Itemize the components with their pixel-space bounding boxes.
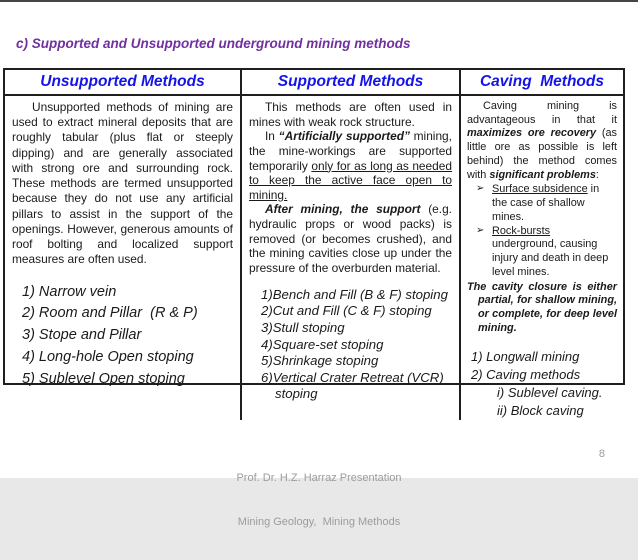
column-header-supported: Supported Methods [242,70,461,94]
page-title: c) Supported and Unsupported underground mining methods [16,36,411,51]
footer-author-line: Prof. Dr. H.Z. Harraz Presentation [236,471,402,484]
table-header-row [5,70,623,96]
caving-problems-list [467,183,617,279]
supported-description-3: After mining, the support (e.g. hydraulic props or wood packs) is removed (or becomes crushed), and the mining cavities close up under the pressure of the overburden material. [249,202,452,276]
caving-description: Caving mining is advantageous in that it maximizes ore recovery (as little ore as possible is left behind) the method comes with significant problems: [467,100,617,181]
supported-description-2: In “Artificially supported” mining, the mine-workings are supported temporarily only for as long as needed to keep the active face open to mining. [249,129,453,202]
bullet-item [467,225,617,280]
footer [0,441,638,560]
list-item: 3)Stull stoping [261,319,345,335]
unsupported-methods-cell [5,96,242,420]
list-item: 6)Vertical Crater Retreat (VCR) stoping [261,369,448,402]
list-item: 1)Bench and Fill (B & F) stoping [261,286,448,302]
supported-methods-list [261,287,452,403]
bullet-text: Rock-bursts underground, causing injury and death in deep level mines. [492,224,609,278]
arrow-bullet-icon: ➢ [476,224,485,236]
list-item: 5)Shrinkage stoping [261,353,379,369]
supported-description-1: This methods are often used in mines with weak rock structure. [249,100,452,129]
caving-methods-list [471,348,617,420]
arrow-bullet-icon: ➢ [476,183,485,195]
slide-top-edge [0,0,638,2]
list-item: 1) Longwall mining [471,349,580,365]
page-number: 8 [598,448,605,460]
list-item: 2) Room and Pillar (R & P) [22,305,198,322]
column-header-caving: Caving Methods [479,73,604,90]
list-item: 5) Sublevel Open stoping [22,370,185,387]
list-item: 1) Narrow vein [22,283,117,300]
cavity-closure-note: The cavity closure is either partial, for shallow mining, or complete, for deep level mining. [467,280,617,334]
caving-methods-cell [461,96,623,420]
footer-subject-line: Mining Geology, Mining Methods [237,516,401,529]
list-item: 2) Caving methods [471,367,581,383]
supported-methods-cell [242,96,461,420]
unsupported-methods-list [22,282,233,391]
column-header-unsupported: Unsupported Methods [5,70,242,94]
sublist-item: ii) Block caving [497,403,584,419]
sublist-item: i) Sublevel caving. [497,385,603,401]
list-item: 4)Square-set stoping [261,336,384,352]
list-item: 3) Stope and Pillar [22,327,142,344]
bullet-item [467,183,617,224]
list-item: 2)Cut and Fill (C & F) stoping [261,303,432,319]
table-body-row [5,96,623,420]
mining-methods-table [3,68,625,419]
bullet-text: Surface subsidence in the case of shallow mines. [492,183,600,223]
unsupported-description: Unsupported methods of mining are used to extract mineral deposits that are roughly tabular (plus flat or steeply dipping) and are generally associated with strong ore and surrounding rock. These methods are termed unsupported because they do not use any artificial pillars to assist in the support of the openings. However, generous amounts of roof bolting and localized support measures are often used. [12,100,233,267]
list-item: 4) Long-hole Open stoping [22,348,194,365]
